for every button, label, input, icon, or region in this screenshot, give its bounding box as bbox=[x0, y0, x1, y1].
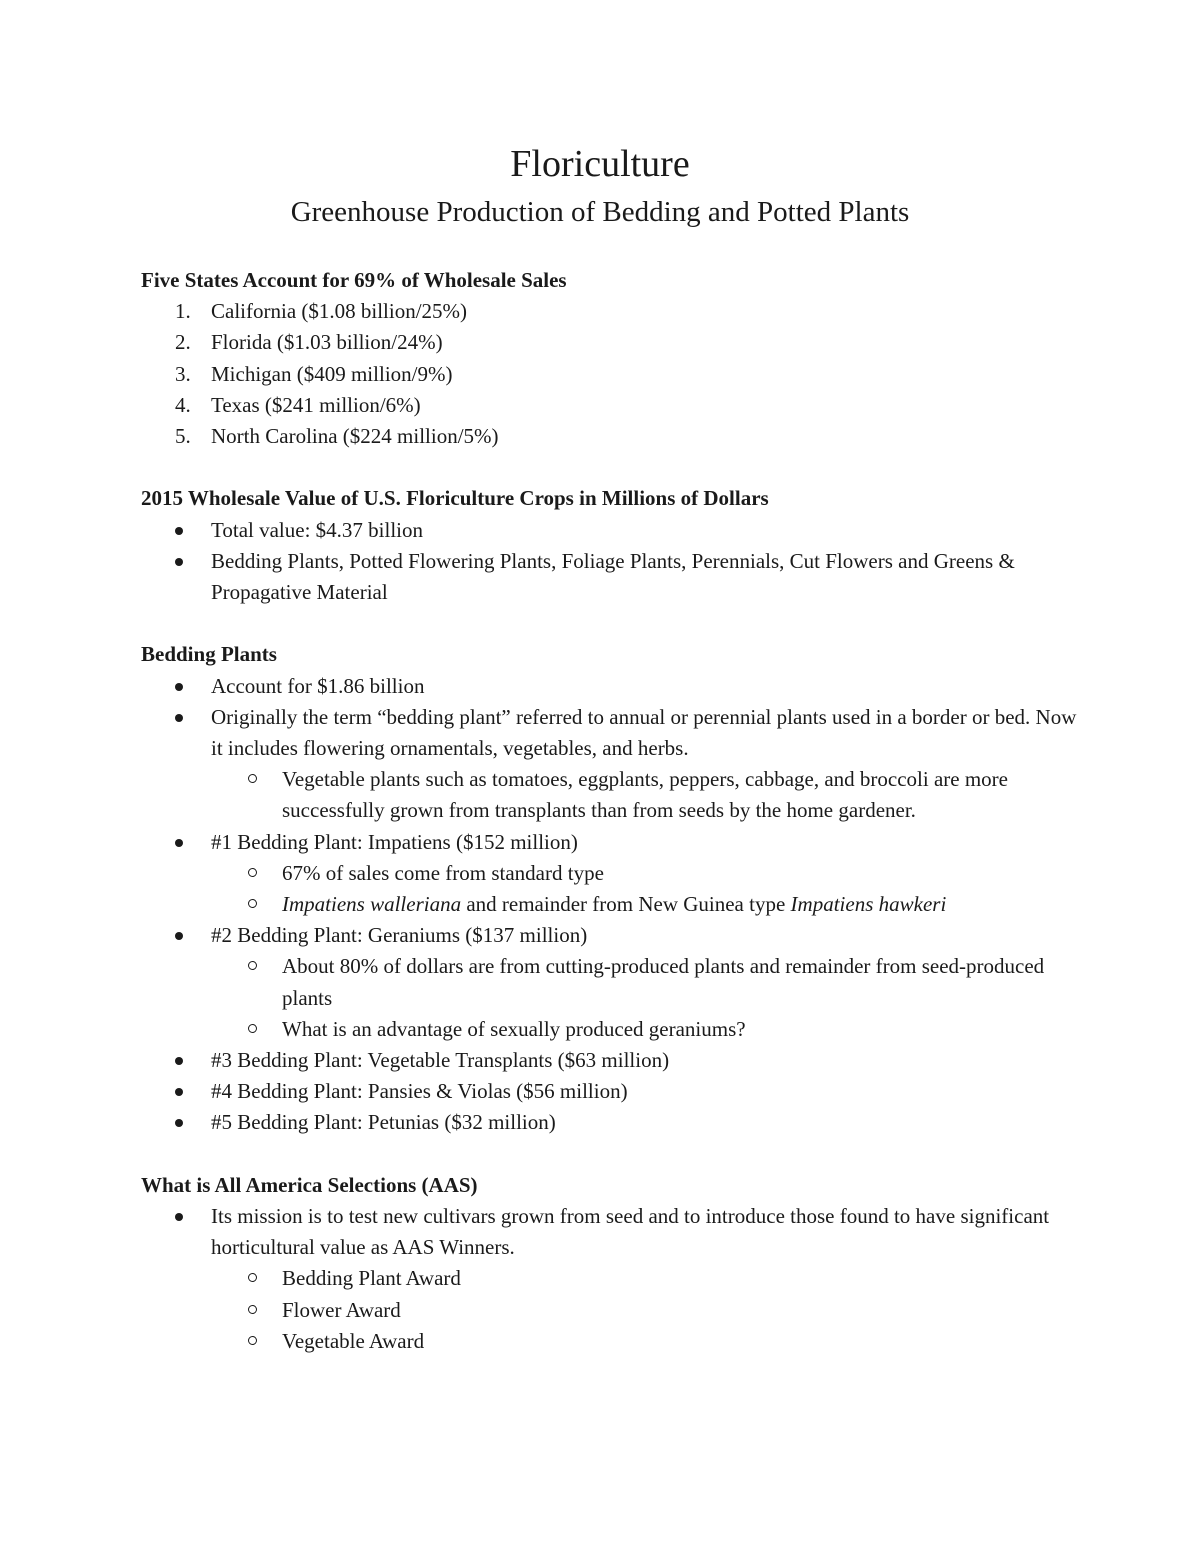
hollow-bullet-icon bbox=[248, 961, 257, 970]
sub-list-item bbox=[141, 1263, 1081, 1294]
list-item bbox=[141, 920, 1081, 951]
hollow-bullet-icon bbox=[248, 1273, 257, 1282]
list-item bbox=[141, 702, 1081, 764]
sub-list-item bbox=[141, 1295, 1081, 1326]
sub-list-item bbox=[141, 951, 1081, 1013]
list-item-text: Its mission is to test new cultivars grown from seed and to introduce those found to have significant horticultural value as AAS Winners. bbox=[211, 1204, 1050, 1260]
hollow-bullet-icon bbox=[248, 868, 257, 877]
section-wholesale bbox=[141, 483, 1081, 608]
list-item-text: Total value: $4.37 billion bbox=[211, 517, 423, 542]
section-heading: What is All America Selections (AAS) bbox=[141, 1172, 478, 1197]
bullet-icon bbox=[175, 839, 183, 847]
list-item bbox=[141, 1201, 1081, 1263]
list-item-text-middle: and remainder from New Guinea type bbox=[461, 892, 791, 917]
list-item-text: About 80% of dollars are from cutting-produced plants and remainder from seed-produced plants bbox=[282, 954, 1045, 1010]
list-number: 1. bbox=[175, 299, 191, 324]
list-item bbox=[141, 327, 1081, 358]
bullet-icon bbox=[175, 932, 183, 940]
list-item bbox=[141, 1107, 1081, 1138]
list-item bbox=[141, 390, 1081, 421]
hollow-bullet-icon bbox=[248, 1305, 257, 1314]
bullet-icon bbox=[175, 1088, 183, 1096]
list-item-text: Texas ($241 million/6%) bbox=[211, 392, 421, 417]
list-item bbox=[141, 515, 1081, 546]
sub-list-item bbox=[141, 764, 1081, 826]
species-name: Impatiens walleriana bbox=[282, 892, 462, 917]
list-item-text: Originally the term “bedding plant” referred to annual or perennial plants used in a border or bed. Now it includes flowering ornamentals, vegetables, and herbs. bbox=[211, 704, 1077, 761]
list-item-text: Account for $1.86 billion bbox=[211, 673, 425, 698]
list-item-text: What is an advantage of sexually produced geraniums? bbox=[282, 1016, 746, 1041]
bullet-icon bbox=[175, 527, 183, 535]
list-item-text: Vegetable Award bbox=[282, 1328, 425, 1353]
list-item bbox=[141, 421, 1081, 452]
list-item bbox=[141, 827, 1081, 858]
bullet-icon bbox=[175, 1057, 183, 1065]
hollow-bullet-icon bbox=[248, 1336, 257, 1345]
list-item-text: North Carolina ($224 million/5%) bbox=[211, 424, 499, 449]
section-aas bbox=[141, 1170, 1081, 1357]
list-item-text: Florida ($1.03 billion/24%) bbox=[211, 330, 443, 355]
list-item-text: #5 Bedding Plant: Petunias ($32 million) bbox=[211, 1110, 556, 1135]
list-item-text: #1 Bedding Plant: Impatiens ($152 million) bbox=[211, 829, 578, 854]
section-heading: 2015 Wholesale Value of U.S. Floriculture Crops in Millions of Dollars bbox=[141, 486, 769, 511]
sub-list-item bbox=[141, 889, 1081, 920]
section-heading: Bedding Plants bbox=[141, 642, 277, 667]
document-body bbox=[141, 265, 1081, 1357]
list-number: 4. bbox=[175, 392, 191, 417]
sub-list-item bbox=[141, 1014, 1081, 1045]
list-item-text: Michigan ($409 million/9%) bbox=[211, 361, 453, 386]
list-item-text: #3 Bedding Plant: Vegetable Transplants ($63 million) bbox=[211, 1048, 670, 1073]
hollow-bullet-icon bbox=[248, 1024, 257, 1033]
sub-list-item bbox=[141, 858, 1081, 889]
list-item-text: Bedding Plants, Potted Flowering Plants, Foliage Plants, Perennials, Cut Flowers and Greens & Propagative Material bbox=[211, 548, 1015, 605]
species-name: Impatiens hawkeri bbox=[790, 892, 947, 917]
sub-list-item bbox=[141, 1326, 1081, 1357]
list-item-text: #2 Bedding Plant: Geraniums ($137 million) bbox=[211, 923, 588, 948]
list-item-text: Bedding Plant Award bbox=[282, 1266, 461, 1291]
page-subtitle: Greenhouse Production of Bedding and Potted Plants bbox=[290, 196, 910, 228]
list-item bbox=[141, 671, 1081, 702]
list-item bbox=[141, 296, 1081, 327]
bullet-icon bbox=[175, 558, 183, 566]
hollow-bullet-icon bbox=[248, 899, 257, 908]
list-number: 2. bbox=[175, 330, 191, 355]
list-item bbox=[141, 1076, 1081, 1107]
list-number: 3. bbox=[175, 361, 191, 386]
list-item bbox=[141, 1045, 1081, 1076]
list-item-text: #4 Bedding Plant: Pansies & Violas ($56 million) bbox=[211, 1079, 628, 1104]
bullet-icon bbox=[175, 714, 183, 722]
list-item bbox=[141, 359, 1081, 390]
list-item-text: Flower Award bbox=[282, 1297, 401, 1322]
page-title: Floriculture bbox=[510, 143, 690, 185]
bullet-icon bbox=[175, 1213, 183, 1221]
list-item-text: 67% of sales come from standard type bbox=[282, 860, 604, 885]
list-item bbox=[141, 546, 1081, 608]
hollow-bullet-icon bbox=[248, 774, 257, 783]
section-heading: Five States Account for 69% of Wholesale Sales bbox=[141, 268, 567, 292]
section-bedding-plants bbox=[141, 639, 1081, 1138]
list-item-text bbox=[282, 892, 946, 916]
list-number: 5. bbox=[175, 424, 191, 449]
section-states bbox=[141, 265, 1081, 452]
list-item-text: Vegetable plants such as tomatoes, eggplants, peppers, cabbage, and broccoli are more successfully grown from transplants than from seeds by the home gardener. bbox=[282, 767, 1008, 823]
bullet-icon bbox=[175, 1119, 183, 1127]
list-item-text: California ($1.08 billion/25%) bbox=[211, 299, 468, 324]
bullet-icon bbox=[175, 683, 183, 691]
